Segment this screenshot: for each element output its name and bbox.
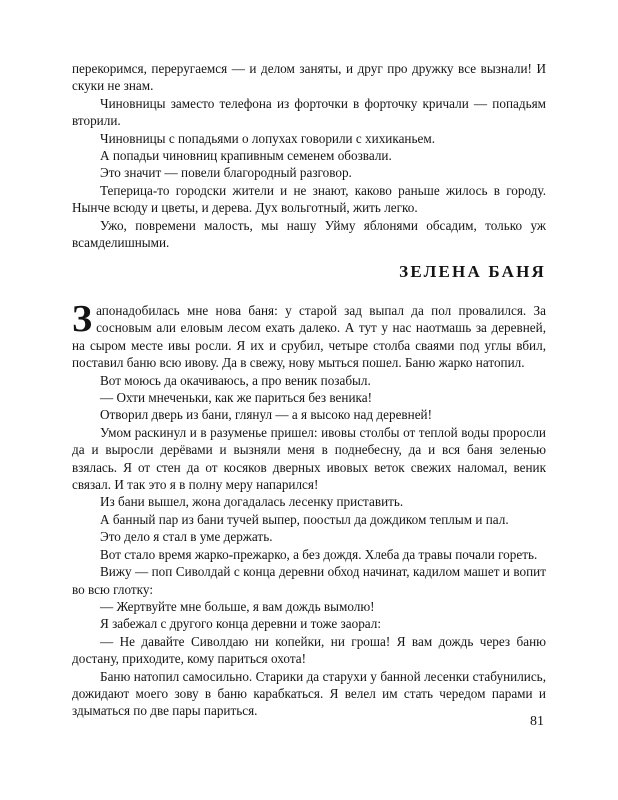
paragraph: Я забежал с другого конца деревни и тоже заорал: (100, 616, 382, 632)
paragraph: Вижу — поп Сиволдай с конца деревни обход начинат, кадилом машет и вопит во всю глотку: (72, 564, 546, 597)
paragraph: Баню натопил самосильно. Старики да старухи у банной лесенки стабунились, дожидают моего зову в баню карабкаться. Я велел им стать чередом парами и здыматься по две пары париться. (72, 668, 546, 719)
paragraph: Чиновницы заместо телефона из форточки в форточку кричали — попадьям вторили. (72, 95, 546, 129)
paragraph: Умом раскинул и в разуменье пришел: ивовы столбы от теплой воды проросли да и выросли дерёвами и вызняли меня в поднебесну, да и вся баня зеленью взялась. Я от стен да от косяков дверных ивовых веток свежих наломал, веник связал. И так это я в полну меру напарился! (72, 424, 546, 493)
paragraph: Это значит — повели благородный разговор. (100, 165, 352, 181)
paragraph: А попадьи чиновниц крапивным семенем обозвали. (100, 148, 392, 164)
paragraph: Из бани вышел, жона догадалась лесенку приставить. (100, 494, 404, 510)
paragraph: перекоримся, переругаемся — и делом заняты, и друг про дружку все вызнали! И скуки не знам. (72, 61, 546, 94)
paragraph: Чиновницы с попадьями о лопухах говорили с хихиканьем. (100, 130, 435, 146)
paragraph: Отворил дверь из бани, глянул — а я высоко над деревней! (100, 407, 433, 423)
paragraph: — Жертвуйте мне больше, я вам дождь вымолю! (100, 598, 375, 614)
story-body (72, 298, 546, 720)
paragraph: Ужо, повремени малость, мы нашу Уйму яблонями обсадим, только уж всамделишными. (72, 217, 546, 251)
previous-story-ending (72, 60, 546, 251)
paragraph: Это дело я стал в уме держать. (100, 529, 273, 545)
page-number: 81 (530, 714, 544, 729)
paragraph: Теперица-то городски жители и не знают, каково раньше жилось в городу. Нынче всюду и цветы, и дерева. Дух вольготный, жить легко. (72, 182, 546, 216)
drop-cap: З (72, 298, 93, 340)
paragraph: Вот стало время жарко-прежарко, а без дождя. Хлеба да травы почали гореть. (100, 546, 538, 562)
paragraph: — Не давайте Сиволдаю ни копейки, ни гроша! Я вам дождь через баню достану, приходите, кому париться охота! (72, 633, 546, 667)
paragraph: А банный пар из бани тучей выпер, поостыл да дождиком теплым и пал. (100, 511, 509, 527)
paragraph: — Охти мнеченьки, как же париться без веника! (100, 390, 372, 406)
story-title: ЗЕЛЕНА БАНЯ (399, 262, 546, 281)
paragraph: Вот моюсь да окачиваюсь, а про веник позабыл. (100, 372, 371, 388)
first-paragraph (72, 298, 546, 372)
first-paragraph-text: апонадобилась мне нова баня: у старой зад выпал да пол провалился. За сосновым али еловым лесом ехать далеко. А тут у нас наотмашь за деревней, на сыром месте ивы росли. Я их и срубил, четыре столба сваями под углы вбил, поставил баню всю ивову. Да в свежу, нову мыться пошел. Баню жарко натопил. (72, 303, 546, 371)
